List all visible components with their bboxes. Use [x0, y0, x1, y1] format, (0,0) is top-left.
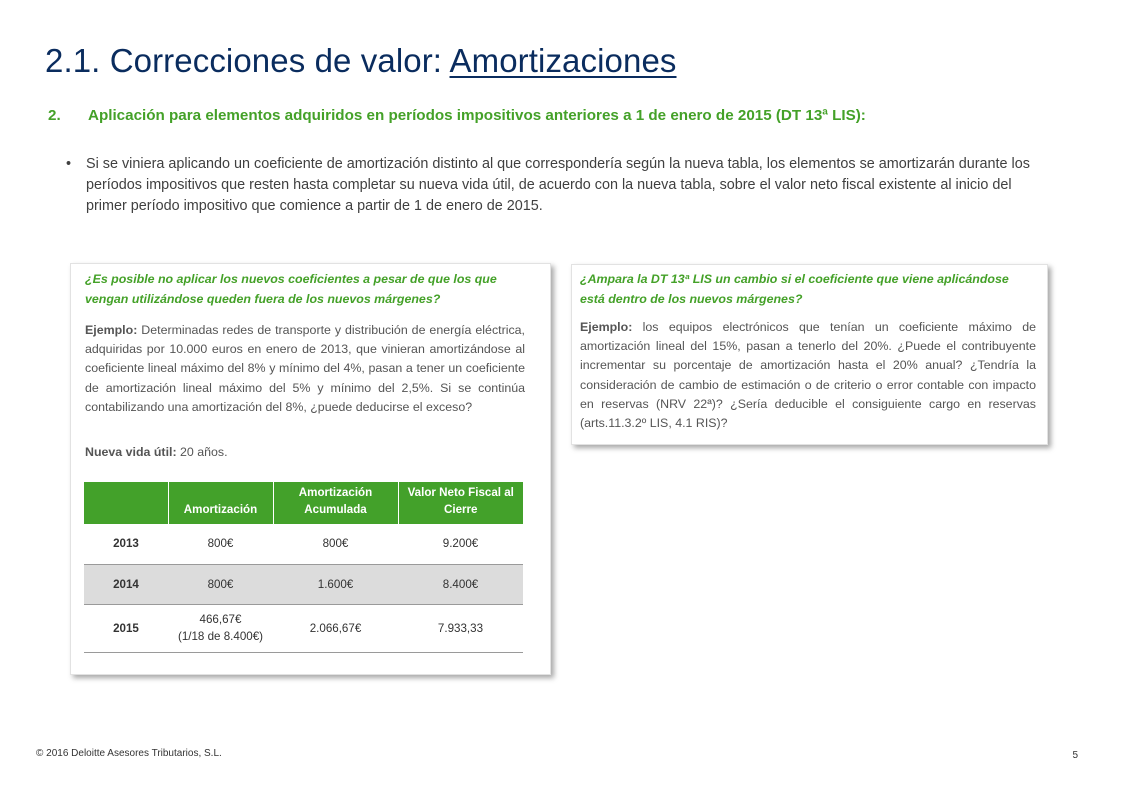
bullet-text: Si se viniera aplicando un coeficiente de amortización distinto al que correspondería según la nueva tabla, los elementos se amortizarán durante los períodos impositivos que resten hasta completar su nueva vida útil, de acuerdo con la nueva tabla, sobre el valor neto fiscal existente al inicio del primer período impositivo que comience a partir de 1 de enero de 2015. — [86, 156, 1030, 214]
header-vnf: Valor Neto Fiscal al Cierre — [398, 482, 523, 524]
header-amortizacion: Amortización — [168, 482, 273, 524]
amortization-table — [84, 482, 523, 653]
cell-year: 2015 — [84, 604, 168, 652]
section-subtitle — [48, 107, 866, 124]
cell-year: 2014 — [84, 564, 168, 604]
page-number: 5 — [1072, 750, 1078, 761]
subtitle-number: 2. — [48, 107, 61, 124]
right-example — [580, 318, 1036, 433]
cell-amort: 800€ — [168, 564, 273, 604]
left-example-text: Determinadas redes de transporte y distribución de energía eléctrica, adquiridas por 10.000 euros en enero de 2013, que vinieran amortizándose al coeficiente lineal máximo del 8% y mínimo del 4%, pasan a tener un coeficiente de amortización lineal máximo del 5% y mínimo del 2,5%. Si se continúa contabilizando una amortización del 8%, ¿puede deducirse el exceso? — [85, 323, 525, 414]
page-title — [45, 42, 677, 80]
cell-vnf: 7.933,33 — [398, 604, 523, 652]
cell-acum: 1.600€ — [273, 564, 398, 604]
table-row — [84, 524, 523, 564]
left-example-label: Ejemplo: — [85, 323, 138, 337]
cell-acum: 2.066,67€ — [273, 604, 398, 652]
life-value: 20 años. — [176, 445, 228, 459]
table-row — [84, 604, 523, 652]
cell-amort — [168, 604, 273, 652]
right-example-label: Ejemplo: — [580, 320, 633, 334]
right-question: ¿Ampara la DT 13ª LIS un cambio si el coeficiente que viene aplicándose está dentro de los nuevos márgenes? — [580, 272, 1009, 306]
title-underlined: Amortizaciones — [449, 42, 677, 79]
title-prefix: 2.1. Correcciones de valor: — [45, 42, 450, 79]
subtitle-text: Aplicación para elementos adquiridos en períodos impositivos anteriores a 1 de enero de 2015 (DT 13ª LIS): — [88, 107, 866, 124]
table-header-row — [84, 482, 523, 524]
left-question: ¿Es posible no aplicar los nuevos coeficientes a pesar de que los que vengan utilizándose queden fuera de los nuevos márgenes? — [85, 272, 497, 306]
left-life — [85, 443, 525, 462]
header-acumulada: Amortización Acumulada — [273, 482, 398, 524]
bullet-paragraph — [66, 154, 1038, 217]
bullet-symbol: • — [66, 156, 72, 172]
footer-copyright: © 2016 Deloitte Asesores Tributarios, S.L. — [36, 748, 222, 759]
left-example — [85, 321, 525, 417]
table-row — [84, 564, 523, 604]
cell-vnf: 9.200€ — [398, 524, 523, 564]
header-year — [84, 482, 168, 524]
cell-amort: 800€ — [168, 524, 273, 564]
right-example-text: los equipos electrónicos que tenían un coeficiente máximo de amortización lineal del 15%, pasan a tenerlo del 20%. ¿Puede el contribuyente incrementar su porcentaje de amortización hasta el 20% anual? ¿Tendría la consideración de cambio de estimación o de criterio o error contable con impacto en reservas (NRV 22ª)? ¿Sería deducible el consiguiente cargo en reservas (arts.11.3.2º LIS, 4.1 RIS)? — [580, 320, 1036, 431]
life-label: Nueva vida útil: — [85, 445, 177, 459]
cell-year: 2013 — [84, 524, 168, 564]
cell-vnf: 8.400€ — [398, 564, 523, 604]
cell-amort-note: (1/18 de 8.400€) — [177, 630, 264, 643]
cell-acum: 800€ — [273, 524, 398, 564]
cell-amort-value: 466,67€ — [199, 613, 242, 626]
